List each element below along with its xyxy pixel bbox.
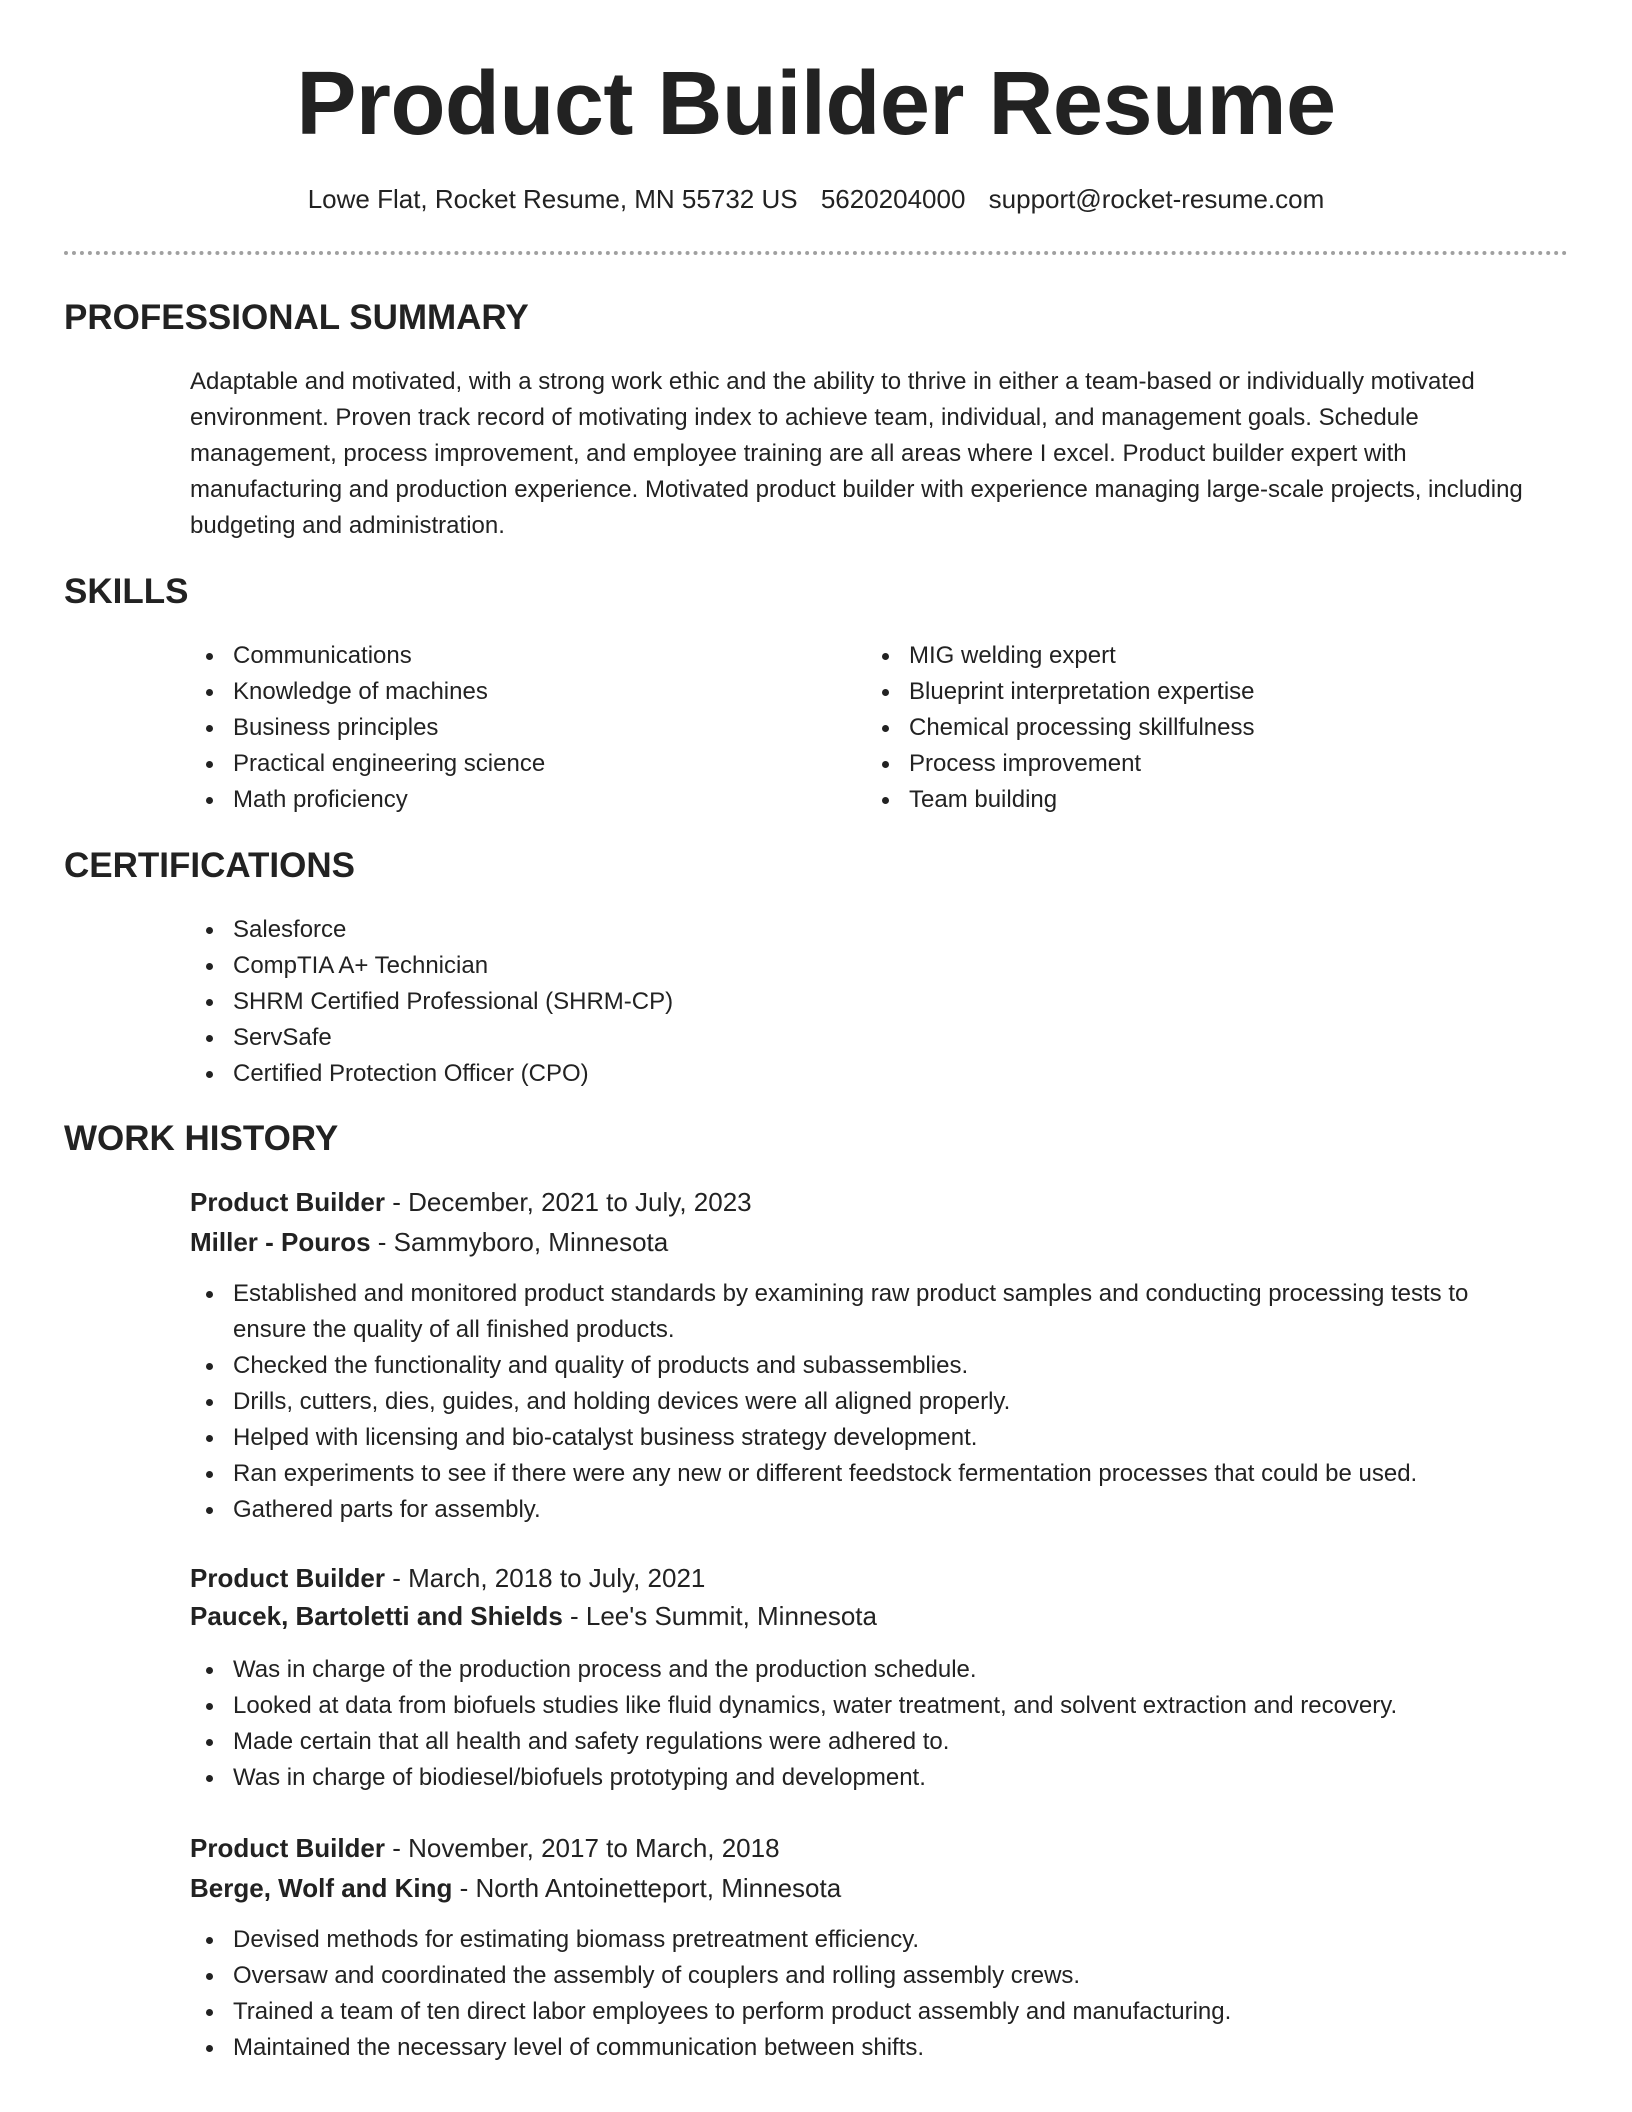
certification-item: Salesforce — [190, 912, 1190, 948]
job-duty: Devised methods for estimating biomass pretreatment efficiency. — [190, 1922, 1540, 1958]
job-location: - Sammyboro, Minnesota — [370, 1227, 669, 1257]
job-title: Product Builder — [190, 1187, 386, 1217]
skill-item: Chemical processing skillfulness — [866, 710, 1526, 746]
skill-item: Practical engineering science — [190, 746, 810, 782]
job-duty: Trained a team of ten direct labor employees to perform product assembly and manufacturing. — [190, 1994, 1540, 2030]
header-divider — [64, 251, 1568, 255]
skill-item: MIG welding expert — [866, 638, 1526, 674]
job-dates: - December, 2021 to July, 2023 — [385, 1187, 752, 1217]
job-title: Product Builder — [190, 1563, 386, 1593]
job-duty: Gathered parts for assembly. — [190, 1492, 1540, 1528]
job-duties-list — [190, 1922, 1540, 2066]
job-duty: Looked at data from biofuels studies like fluid dynamics, water treatment, and solvent extraction and recovery. — [190, 1688, 1570, 1724]
job-location: - Lee's Summit, Minnesota — [562, 1601, 877, 1631]
job-title-line — [190, 1830, 780, 1866]
work-history-heading: WORK HISTORY — [64, 1119, 339, 1158]
certification-item: Certified Protection Officer (CPO) — [190, 1056, 1190, 1092]
job-duty: Made certain that all health and safety regulations were adhered to. — [190, 1724, 1570, 1760]
skill-item: Blueprint interpretation expertise — [866, 674, 1526, 710]
skill-item: Team building — [866, 782, 1526, 818]
job-title: Product Builder — [190, 1833, 386, 1863]
job-duty: Drills, cutters, dies, guides, and holding devices were all aligned properly. — [190, 1384, 1540, 1420]
job-duty: Ran experiments to see if there were any new or different feedstock fermentation processes that could be used. — [190, 1456, 1540, 1492]
job-title-line — [190, 1560, 705, 1596]
job-duty: Was in charge of biodiesel/biofuels prototyping and development. — [190, 1760, 1570, 1796]
certification-item: CompTIA A+ Technician — [190, 948, 1190, 984]
job-company: Miller - Pouros — [190, 1227, 371, 1257]
job-duty: Oversaw and coordinated the assembly of couplers and rolling assembly crews. — [190, 1958, 1540, 1994]
certifications-list — [190, 912, 1190, 1092]
job-duty: Was in charge of the production process and the production schedule. — [190, 1652, 1570, 1688]
certification-item: ServSafe — [190, 1020, 1190, 1056]
job-company-line — [190, 1870, 841, 1906]
job-duties-list — [190, 1652, 1570, 1796]
contact-email: support@rocket-resume.com — [988, 184, 1325, 214]
job-company-line — [190, 1598, 877, 1634]
job-company-line — [190, 1224, 668, 1260]
skill-item: Business principles — [190, 710, 810, 746]
job-duty: Established and monitored product standards by examining raw product samples and conducting processing tests to ensure the quality of all finished products. — [190, 1276, 1540, 1348]
skills-list-left — [190, 638, 810, 818]
job-duty: Checked the functionality and quality of products and subassemblies. — [190, 1348, 1540, 1384]
job-duties-list — [190, 1276, 1540, 1528]
skills-heading: SKILLS — [64, 572, 189, 611]
job-title-line — [190, 1184, 752, 1220]
job-dates: - March, 2018 to July, 2021 — [385, 1563, 706, 1593]
skills-list-right — [866, 638, 1526, 818]
job-dates: - November, 2017 to March, 2018 — [385, 1833, 780, 1863]
resume-title: Product Builder Resume — [296, 54, 1336, 154]
skill-item: Process improvement — [866, 746, 1526, 782]
certifications-heading: CERTIFICATIONS — [64, 846, 356, 885]
job-duty: Maintained the necessary level of communication between shifts. — [190, 2030, 1540, 2066]
summary-heading: PROFESSIONAL SUMMARY — [64, 298, 529, 337]
summary-text: Adaptable and motivated, with a strong work ethic and the ability to thrive in either a team-based or individually motivated environment. Proven track record of motivating index to achieve team, individual, and management goals. Schedule management, process improvement, and employee training are all areas where I excel. Product builder expert with manufacturing and production experience. Motivated product builder with experience managing large-scale projects, including budgeting and administration. — [190, 368, 1523, 539]
contact-phone: 5620204000 — [820, 184, 966, 214]
job-location: - North Antoinetteport, Minnesota — [452, 1873, 842, 1903]
job-company: Berge, Wolf and King — [190, 1873, 453, 1903]
skill-item: Math proficiency — [190, 782, 810, 818]
certification-item: SHRM Certified Professional (SHRM-CP) — [190, 984, 1190, 1020]
job-duty: Helped with licensing and bio-catalyst business strategy development. — [190, 1420, 1540, 1456]
contact-address: Lowe Flat, Rocket Resume, MN 55732 US — [307, 184, 798, 214]
skill-item: Communications — [190, 638, 810, 674]
contact-info — [0, 182, 1632, 216]
job-company: Paucek, Bartoletti and Shields — [190, 1601, 563, 1631]
skill-item: Knowledge of machines — [190, 674, 810, 710]
